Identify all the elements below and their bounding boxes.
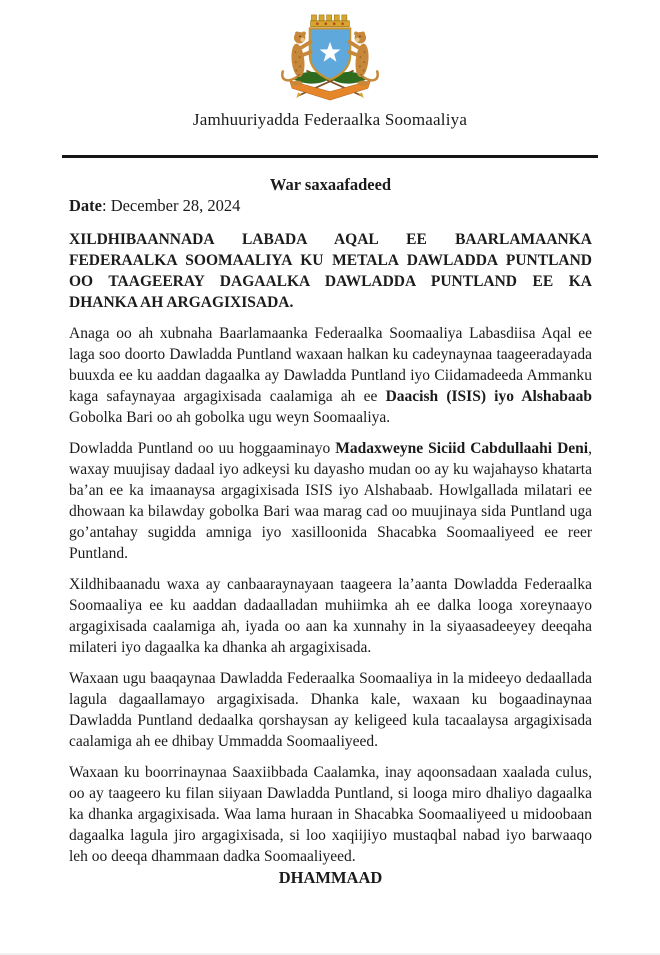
date-label: Date bbox=[69, 196, 102, 215]
paragraph-2 bbox=[69, 438, 592, 564]
closing-word: DHAMMAAD bbox=[278, 868, 383, 887]
document-title: War saxaafadeed bbox=[269, 175, 392, 194]
text-segment: Dowladda Puntland oo uu hoggaaminayo bbox=[69, 440, 336, 457]
document-body bbox=[69, 174, 592, 888]
text-segment: , waxay muujisay dadaal iyo adkeysi ku dayasho mudan oo ay ku wajahayso khatarta ba’an ee ka imaanaysa argagixisada ISIS iyo Alshabaab. Howlgallada milatari ee dhowaan ka bilawday gobolka Bari waa marag cad oo muujinaya sida Puntland uga go’antahay sugidda amniga iyo xasilloonida Shacabka Soomaaliyeed ee reer Puntland. bbox=[69, 440, 592, 562]
somalia-coat-of-arms-icon bbox=[271, 13, 389, 102]
paragraph-4: Waxaan ugu baaqaynaa Dawladda Federaalka Soomaaliya in la mideeyo dedaallada lagula dagaallamayo argagixisada. Dhanka kale, waxaan ku bogaadinaynaa Dawladda Puntland dedaalka qorshaysan ay keligeed kula tacaalaysa argagixisada caalamiga ah ee dhibay Ummadda Soomaaliyeed. bbox=[69, 670, 592, 750]
text-segment: Anaga oo ah xubnaha Baarlamaanka Federaalka Soomaaliya Labasdiisa Aqal ee laga soo doorto Dawladda Puntland waxaan halkan ku cadeynaynaa taageeradayada buuxda ee ku aaddan dagaalka ay Dawladda Puntland iyo Ciidamadeeda Ammanku kaga safaynayaa argagixisada caalamiga ah ee bbox=[69, 325, 592, 405]
date-value: : December 28, 2024 bbox=[101, 196, 241, 215]
paragraph-1 bbox=[69, 323, 592, 428]
crown-icon bbox=[311, 15, 350, 27]
headline: XILDHIBAANNADA LABADA AQAL EE BAARLAMAANKA FEDERAALKA SOOMAALIYA KU METALA DAWLADDA PUNTLAND OO TAAGEERAY DAGAALKA DAWLADDA PUNTLAND EE KA DHANKA AH ARGAGIXISADA. bbox=[69, 231, 592, 311]
header-divider bbox=[62, 155, 598, 158]
text-segment-bold: Daacish (ISIS) iyo Alshabaab bbox=[385, 388, 592, 405]
coat-of-arms-svg bbox=[271, 13, 389, 102]
paragraph-3: Xildhibaanadu waxa ay canbaaraynayaan taageera la’aanta Dowladda Federaalka Soomaaliya ee ku aaddan dadaalladan muhiimka ah ee dalka looga xoreynaayo argagixisada caalamiga ah, iyada oo aan ka xunnahy in la siyaasadeeyey deeqaha milateri iyo dagaalka ka dhanka ah argagixisada. bbox=[69, 576, 592, 656]
paragraph-5: Waxaan ku boorrinaynaa Saaxiibbada Caalamka, inay aqoonsadaan xaalada culus, oo ay taageero ku filan siiyaan Dawladda Puntland, si looga miro dhaliyo dagaalka ka dhanka argagixisada. Waa lama huraan in Shacabka Soomaaliyeed u midoobaan dagaalka lagula jiro argagixisada, si loo xaqiijiyo mustaqbal nabad iyo barwaaqo leh oo deeqa dhammaan dadka Soomaaliyeed. bbox=[69, 764, 592, 865]
text-segment: Gobolka Bari oo ah gobolka ugu weyn Soomaaliya. bbox=[69, 409, 391, 426]
date-line bbox=[69, 195, 592, 216]
text-segment-bold: Madaxweyne Siciid Cabdullaahi Deni bbox=[335, 440, 589, 457]
org-name: Jamhuuriyadda Federaalka Soomaaliya bbox=[192, 110, 468, 129]
